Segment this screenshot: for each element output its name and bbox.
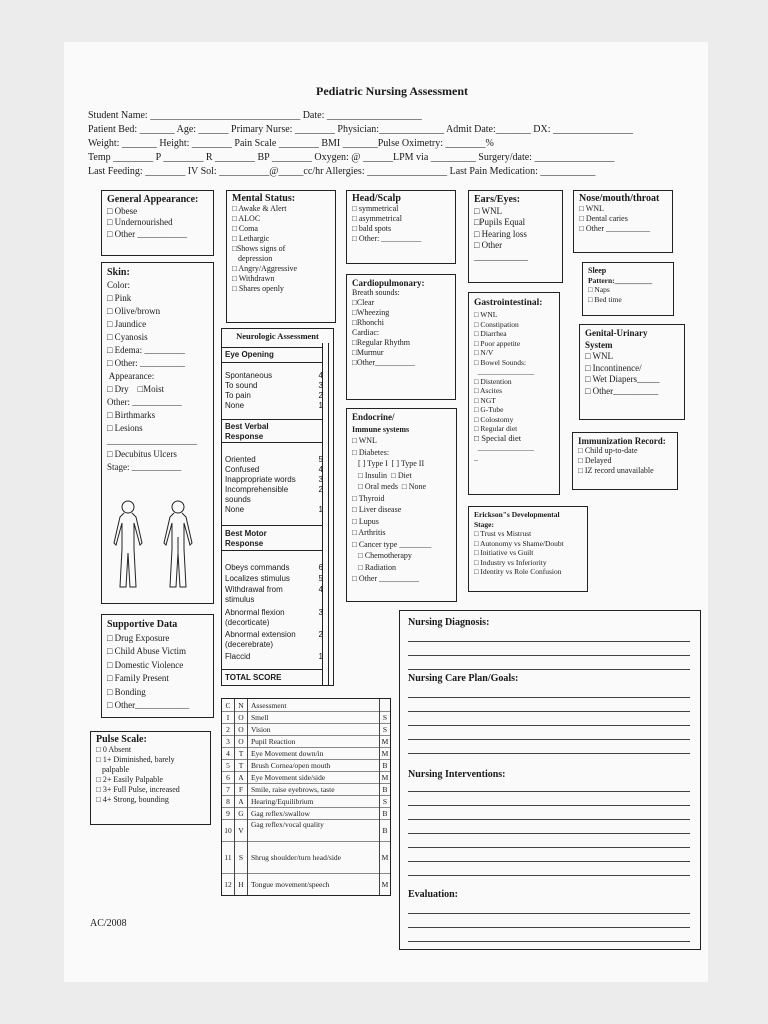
checkbox-item[interactable]: □ Identity vs Role Confusion <box>474 567 562 576</box>
genital-urinary-title: Genital-Urinary <box>585 328 648 338</box>
nerve-number: 12 <box>222 873 235 895</box>
neuro-title: Neurologic Assessment <box>236 331 319 341</box>
row-label: Inappropriate words <box>225 475 296 484</box>
checkbox-item[interactable]: □ Delayed <box>578 456 612 465</box>
assessment: Hearing/Equilibrium <box>251 796 314 806</box>
checkbox-item[interactable]: □Clear <box>352 298 375 307</box>
writing-line[interactable] <box>408 711 690 712</box>
checkbox-item[interactable]: □ G-Tube <box>474 405 504 414</box>
erickson-title: Erickson"s Developmental <box>474 510 560 519</box>
checkbox-item[interactable]: □ Other: __________ <box>107 358 185 368</box>
best-motor-header <box>222 525 322 551</box>
score-row[interactable] <box>225 608 323 618</box>
checkbox-item[interactable]: □ Wet Diapers_____ <box>585 374 660 384</box>
header-line-4: Temp ________ P ________ R ________ BP ________ Oxygen: @ ______LPM via _________ Surgery/date: ________________ <box>88 152 615 163</box>
item-text[interactable]: Stage: ___________ <box>107 462 182 472</box>
header-line-5: Last Feeding: ________ IV Sol: __________@_____cc/hr Allergies: ________________ Last Pain Medication: ___________ <box>88 166 596 177</box>
row-label: sounds <box>225 495 251 504</box>
row-score: 2 <box>318 485 323 494</box>
head-scalp-box <box>346 190 456 264</box>
row-label: Spontaneous <box>225 371 273 380</box>
writing-line[interactable] <box>408 739 690 740</box>
row-label: Confused <box>225 465 260 474</box>
score-row[interactable] <box>225 401 323 411</box>
sleep-pattern-box <box>582 262 674 316</box>
sleep-pattern-title: Sleep <box>588 266 607 275</box>
checkbox-item[interactable]: □Wheezing <box>352 308 390 317</box>
endocrine-subtitle: Immune systems <box>352 424 410 434</box>
checkbox-item[interactable]: □ 1+ Diminished, barely <box>96 755 175 764</box>
checkbox-item[interactable]: □ Industry vs Inferiority <box>474 557 547 567</box>
sleep-pattern-field[interactable]: Pattern:__________ <box>588 275 653 285</box>
type: M <box>379 771 390 783</box>
pulse-scale-title: Pulse Scale: <box>96 734 147 745</box>
type: S <box>379 723 390 735</box>
checkbox-item[interactable]: □ WNL <box>585 351 614 361</box>
assessment: Gag reflex/swallow <box>251 808 310 818</box>
checkbox-item[interactable]: □ Insulin □ Diet <box>352 470 412 480</box>
assessment: Gag reflex/vocal quality <box>251 820 324 829</box>
header-cell <box>379 699 390 711</box>
checkbox-item[interactable]: □ Child up-to-date <box>578 446 638 455</box>
checkbox-item[interactable]: □Rhonchi <box>352 318 384 327</box>
nerve-number: I <box>222 711 235 723</box>
score-row[interactable] <box>225 381 323 391</box>
row-label: None <box>225 505 245 514</box>
score-row <box>225 495 323 505</box>
checkbox-item[interactable]: □ Other ___________ <box>107 228 187 239</box>
writing-line[interactable] <box>408 641 690 642</box>
row-label: Obeys commands <box>225 563 290 572</box>
score-row <box>225 618 323 628</box>
pulse-scale-box <box>90 731 211 825</box>
checkbox-item[interactable]: □ Poor appetite <box>474 338 521 348</box>
assessment: Eye Movement side/side <box>251 772 326 782</box>
checkbox-item[interactable]: □ Constipation <box>474 319 519 329</box>
checkbox-item[interactable]: □ ALOC <box>232 214 261 223</box>
checkbox-item[interactable]: □ Cancer type ________ <box>352 539 432 549</box>
score-row <box>225 595 323 605</box>
best-verbal-label2: Response <box>225 432 264 441</box>
mnemonic: T <box>235 759 248 771</box>
checkbox-item[interactable]: □ Special diet <box>474 432 522 443</box>
header-cell: N <box>235 699 248 711</box>
mnemonic: G <box>235 807 248 819</box>
score-row[interactable] <box>225 371 323 381</box>
checkbox-item[interactable]: □ WNL <box>474 205 503 216</box>
checkbox-item[interactable]: □ Birthmarks <box>107 410 156 420</box>
supportive-data-box <box>101 614 214 718</box>
checkbox-item[interactable]: □ Family Present <box>107 673 169 683</box>
table-row[interactable] <box>222 873 390 895</box>
header-cell: Assessment <box>251 700 287 710</box>
score-row[interactable] <box>225 465 323 475</box>
score-row[interactable] <box>225 585 323 595</box>
type: M <box>379 747 390 759</box>
ears-eyes-box <box>468 190 563 283</box>
nose-mouth-throat-box <box>573 190 673 253</box>
table-row[interactable] <box>222 841 390 874</box>
checkbox-item[interactable]: □ WNL <box>579 204 604 213</box>
checkbox-item[interactable]: □ Dental caries <box>579 214 628 223</box>
genital-urinary-box <box>579 324 685 420</box>
writing-line[interactable] <box>408 875 690 876</box>
ears-eyes-title: Ears/Eyes: <box>474 194 521 205</box>
item-text[interactable]: Other: ___________ <box>107 397 182 407</box>
checkbox-item[interactable]: □ Undernourished <box>107 217 173 227</box>
nose-mouth-throat-title: Nose/mouth/throat <box>579 193 660 204</box>
mnemonic: S <box>235 841 248 873</box>
checkbox-item[interactable]: □ Trust vs Mistrust <box>474 529 532 538</box>
nerve-number: 3 <box>222 735 235 747</box>
evaluation-label: Evaluation: <box>408 889 459 900</box>
supportive-data-title: Supportive Data <box>107 619 178 630</box>
checkbox-item[interactable]: □ Cyanosis <box>107 332 148 342</box>
score-row[interactable] <box>225 485 323 495</box>
checkbox-item[interactable]: □ N/V <box>474 348 494 357</box>
row-score: 5 <box>318 574 323 583</box>
immunization-title: Immunization Record: <box>578 436 666 446</box>
general-appearance-title: General Appearance: <box>107 194 199 205</box>
type: B <box>379 819 390 841</box>
mnemonic: H <box>235 873 248 895</box>
score-row[interactable] <box>225 391 323 401</box>
nerve-number: 8 <box>222 795 235 807</box>
score-row[interactable] <box>225 574 323 584</box>
nerve-number: 6 <box>222 771 235 783</box>
checkbox-item[interactable]: □ 3+ Full Pulse, increased <box>96 785 180 794</box>
type: M <box>379 873 390 895</box>
checkbox-item[interactable]: □Shows signs of <box>232 244 286 253</box>
gastrointestinal-title: Gastrointestinal: <box>474 298 543 308</box>
type: M <box>379 735 390 747</box>
assessment: Eye Movement down/in <box>251 748 324 758</box>
skin-title: Skin: <box>107 267 130 278</box>
checkbox-item[interactable]: □ Lethargic <box>232 234 270 243</box>
nerve-number: 2 <box>222 723 235 735</box>
blank-line[interactable]: ____________________ <box>107 436 197 446</box>
checkbox-item[interactable]: □ Obese <box>107 205 138 216</box>
row-label: (decorticate) <box>225 618 270 627</box>
row-label: None <box>225 401 245 410</box>
checkbox-item[interactable]: □ 0 Absent <box>96 745 132 754</box>
checkbox-item[interactable]: □ WNL <box>352 436 377 445</box>
row-label: (decerebrate) <box>225 640 274 649</box>
writing-line[interactable] <box>408 861 690 862</box>
checkbox-item[interactable]: □Other__________ <box>352 358 416 367</box>
assessment: Vision <box>251 724 271 734</box>
checkbox-item[interactable]: □ Shares openly <box>232 284 284 293</box>
row-label: Localizes stimulus <box>225 574 290 583</box>
checkbox-item[interactable]: □ Hearing loss <box>474 228 527 239</box>
item-text: palpable <box>96 765 130 774</box>
item-text: Cardiac: <box>352 328 380 337</box>
row-score: 6 <box>318 563 323 572</box>
header-line-2: Patient Bed: _______ Age: ______ Primary Nurse: ________ Physician:_____________ Admit Date:_______ DX: ________________ <box>88 124 633 135</box>
header-line-3: Weight: _______ Height: ________ Pain Scale ________ BMI _______Pulse Oximetry: ________% <box>88 138 494 149</box>
checkbox-item[interactable]: □ Autonomy vs Shame/Doubt <box>474 538 564 548</box>
score-row[interactable] <box>225 563 323 573</box>
checkbox-item[interactable]: □ Domestic Violence <box>107 659 184 670</box>
nerve-number: 5 <box>222 759 235 771</box>
type: M <box>379 841 390 873</box>
checkbox-item[interactable]: □ Other: __________ <box>352 234 422 243</box>
assessment: Tongue movement/speech <box>251 879 330 889</box>
writing-line[interactable] <box>408 805 690 806</box>
row-label: To pain <box>225 391 251 400</box>
mnemonic: V <box>235 819 248 841</box>
cardiopulmonary-box <box>346 274 456 400</box>
checkbox-item[interactable]: □ Dry □Moist <box>107 384 165 394</box>
checkbox-item[interactable]: □ Incontinence/ <box>585 362 642 373</box>
checkbox-item[interactable]: □ Jaundice <box>107 319 147 329</box>
type: S <box>379 711 390 723</box>
writing-line[interactable] <box>408 725 690 726</box>
score-row[interactable] <box>225 652 323 662</box>
score-row[interactable] <box>225 455 323 465</box>
assessment: Pupil Reaction <box>251 736 296 746</box>
column-divider <box>328 343 329 685</box>
checkbox-item[interactable]: □ NGT <box>474 395 496 405</box>
checkbox-item[interactable]: □ Edema: _________ <box>107 345 185 355</box>
checkbox-item[interactable]: □Murmur <box>352 348 384 357</box>
checkbox-item[interactable]: □ symmetrical <box>352 204 399 213</box>
checkbox-item[interactable]: □ Thyroid <box>352 493 385 503</box>
endocrine-title: Endocrine/ <box>352 412 395 422</box>
writing-line[interactable] <box>408 941 690 942</box>
row-score: 2 <box>318 630 323 639</box>
checkbox-item[interactable]: □ Awake & Alert <box>232 204 287 213</box>
mnemonic: F <box>235 783 248 795</box>
writing-line[interactable] <box>408 913 690 914</box>
cranial-nerves-table <box>221 698 391 896</box>
item-text: Appearance: <box>107 371 155 381</box>
nursing-care-plan-label: Nursing Care Plan/Goals: <box>408 673 519 684</box>
head-scalp-title: Head/Scalp <box>352 193 401 204</box>
mental-status-title: Mental Status: <box>232 193 296 204</box>
checkbox-item[interactable]: □ Coma <box>232 224 258 233</box>
skin-box <box>101 262 214 604</box>
row-score: 4 <box>318 465 323 474</box>
checkbox-item[interactable]: □ 2+ Easily Palpable <box>96 775 163 784</box>
checkbox-item[interactable]: □ WNL <box>474 310 498 319</box>
assessment: Smile, raise eyebrows, taste <box>251 784 335 794</box>
checkbox-item[interactable]: □ Distention <box>474 376 512 386</box>
checkbox-item[interactable]: □ Radiation <box>352 562 396 572</box>
checkbox-item[interactable]: □ Diarrhea <box>474 329 507 338</box>
checkbox-item[interactable]: □ 4+ Strong, bounding <box>96 795 169 804</box>
header-cell: C <box>222 699 235 711</box>
row-label: To sound <box>225 381 258 390</box>
checkbox-item[interactable]: [ ] Type I [ ] Type II <box>352 459 425 468</box>
erickson-box <box>468 506 588 592</box>
checkbox-item[interactable]: □ Arthritis <box>352 528 386 537</box>
nerve-number: 9 <box>222 807 235 819</box>
checkbox-item[interactable]: □ asymmetrical <box>352 214 402 223</box>
row-score: 4 <box>318 371 323 380</box>
checkbox-item[interactable]: □ Decubitus Ulcers <box>107 449 177 459</box>
checkbox-item[interactable]: □ Ascites <box>474 386 503 395</box>
form-version: AC/2008 <box>90 918 127 929</box>
assessment: Shrug shoulder/turn head/side <box>251 852 341 862</box>
writing-line[interactable] <box>408 697 690 698</box>
immunization-box <box>572 432 678 490</box>
nerve-number: 4 <box>222 747 235 759</box>
neuro-assessment-table <box>221 328 334 686</box>
checkbox-item[interactable]: □ Other <box>474 240 503 250</box>
checkbox-item[interactable]: □ Other____________ <box>107 700 190 710</box>
checkbox-item[interactable]: □ Pink <box>107 293 132 303</box>
checkbox-item[interactable]: □ Child Abuse Victim <box>107 646 186 656</box>
row-score: 1 <box>318 652 323 661</box>
nerve-number: 7 <box>222 783 235 795</box>
checkbox-item[interactable]: □ Olive/brown <box>107 306 161 316</box>
item-text: Breath sounds: <box>352 288 400 297</box>
table-row[interactable] <box>222 819 390 842</box>
checkbox-item[interactable]: □ Colostomy <box>474 414 514 424</box>
score-row[interactable] <box>225 505 323 515</box>
checkbox-item[interactable]: □ Regular diet <box>474 424 518 433</box>
checkbox-item[interactable]: □ Initiative vs Guilt <box>474 548 534 557</box>
writing-line[interactable] <box>408 819 690 820</box>
nerve-number: 10 <box>222 819 235 841</box>
checkbox-item[interactable]: □ Oral meds □ None <box>352 482 427 491</box>
type: B <box>379 783 390 795</box>
mental-status-box <box>226 190 336 323</box>
mnemonic: T <box>235 747 248 759</box>
item-text: Color: <box>107 280 131 290</box>
total-score-label: TOTAL SCORE <box>222 669 322 686</box>
row-score: 3 <box>318 475 323 484</box>
row-label: Withdrawal from <box>225 585 283 594</box>
nerve-number: 11 <box>222 841 235 873</box>
checkbox-item[interactable]: □ Lesions <box>107 423 143 433</box>
blank-line[interactable]: ____________ <box>474 251 528 262</box>
mnemonic: O <box>235 735 248 747</box>
row-label: stimulus <box>225 595 255 604</box>
type: B <box>379 759 390 771</box>
row-label: Incomprehensible <box>225 485 289 494</box>
nursing-box <box>399 610 701 950</box>
assessment: Brush Cornea/open mouth <box>251 760 331 770</box>
writing-line[interactable] <box>408 927 690 928</box>
blank-line[interactable]: _ <box>474 452 478 462</box>
mnemonic: O <box>235 711 248 723</box>
checkbox-item[interactable]: □ Other__________ <box>585 385 659 396</box>
type: B <box>379 807 390 819</box>
type: S <box>379 795 390 807</box>
form-title: Pediatric Nursing Assessment <box>316 84 468 98</box>
erickson-subtitle: Stage: <box>474 519 494 529</box>
checkbox-item[interactable]: □ Other ___________ <box>579 224 651 233</box>
row-label: Flaccid <box>225 652 251 661</box>
eye-opening-header: Eye Opening <box>222 347 322 363</box>
row-score: 3 <box>318 381 323 390</box>
checkbox-item[interactable]: □ Bed time <box>588 294 622 304</box>
nursing-diagnosis-label: Nursing Diagnosis: <box>408 617 490 628</box>
row-label: Oriented <box>225 455 256 464</box>
row-label: Abnormal extension <box>225 630 296 639</box>
body-diagram-icon <box>106 497 210 593</box>
cardiopulmonary-title: Cardiopulmonary: <box>352 278 425 288</box>
item-text: depression <box>232 254 273 263</box>
best-motor-label2: Response <box>225 539 264 548</box>
checkbox-item[interactable]: □ Drug Exposure <box>107 632 170 643</box>
writing-line[interactable] <box>408 669 690 670</box>
mnemonic: A <box>235 795 248 807</box>
header-line-1: Student Name: ______________________________ Date: ___________________ <box>88 110 422 121</box>
checkbox-item[interactable]: □ IZ record unavailable <box>578 466 654 475</box>
score-row <box>225 640 323 650</box>
checkbox-item[interactable]: □ Chemotherapy <box>352 551 412 560</box>
blank-line[interactable]: _______________ <box>474 443 534 452</box>
row-label: Abnormal flexion <box>225 608 285 617</box>
mnemonic: A <box>235 771 248 783</box>
writing-line[interactable] <box>408 847 690 848</box>
nursing-interventions-label: Nursing Interventions: <box>408 769 506 780</box>
assessment: Smell <box>251 712 269 722</box>
writing-line[interactable] <box>408 833 690 834</box>
checkbox-item[interactable]: □Regular Rhythm <box>352 338 410 347</box>
checkbox-item[interactable]: □ Lupus <box>352 516 379 526</box>
checkbox-item[interactable]: □ Other __________ <box>352 574 420 583</box>
endocrine-box <box>346 408 457 602</box>
checkbox-item[interactable]: □ Bonding <box>107 686 146 697</box>
writing-line[interactable] <box>408 791 690 792</box>
writing-line[interactable] <box>408 753 690 754</box>
score-row[interactable] <box>225 475 323 485</box>
row-score: 3 <box>318 608 323 617</box>
best-verbal-label: Best Verbal <box>225 422 269 431</box>
checkbox-item[interactable]: □ Diabetes: <box>352 447 390 457</box>
checkbox-item[interactable]: □ Bowel Sounds: <box>474 357 527 367</box>
row-score: 4 <box>318 585 323 594</box>
checkbox-item[interactable]: □ bald spots <box>352 224 392 233</box>
score-row[interactable] <box>225 630 323 640</box>
best-motor-label: Best Motor <box>225 529 267 538</box>
row-score: 1 <box>318 401 323 410</box>
writing-line[interactable] <box>408 655 690 656</box>
best-verbal-header <box>222 419 322 443</box>
gastrointestinal-box <box>468 292 560 495</box>
general-appearance-box <box>101 190 214 256</box>
genital-urinary-subtitle: System <box>585 339 613 350</box>
mnemonic: O <box>235 723 248 735</box>
checkbox-item[interactable]: □ Angry/Aggressive <box>232 264 298 273</box>
checkbox-item[interactable]: □Pupils Equal <box>474 217 526 227</box>
row-score: 1 <box>318 505 323 514</box>
row-score: 5 <box>318 455 323 464</box>
checkbox-item[interactable]: □ Liver disease <box>352 505 402 514</box>
checkbox-item[interactable]: □ Withdrawn <box>232 274 275 283</box>
row-score: 2 <box>318 391 323 400</box>
checkbox-item[interactable]: □ Naps <box>588 285 610 294</box>
blank-line[interactable]: _______________ <box>474 367 534 376</box>
